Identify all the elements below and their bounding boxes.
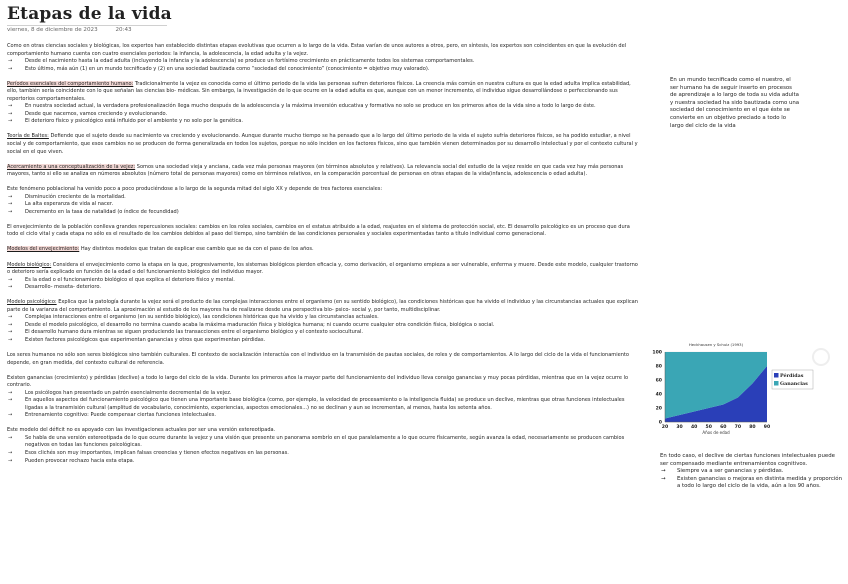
x-tick-label: 80: [749, 425, 756, 430]
arrow-icon: →: [8, 397, 13, 404]
chart-svg: [645, 340, 825, 436]
arrow-icon: →: [8, 457, 13, 464]
bullet-item: → Disminución creciente de la mortalidad.: [8, 193, 126, 200]
chart-title: Heckhausen y Schulz (1993): [688, 342, 744, 347]
page-title: Etapas de la vida: [7, 4, 172, 24]
arrow-icon: →: [8, 208, 13, 215]
page-date: viernes, 8 de diciembre de 2023: [7, 27, 98, 33]
arrow-icon: →: [661, 475, 666, 482]
arrow-icon: →: [8, 450, 13, 457]
psicologico-heading: Modelo psicológico:: [7, 299, 57, 306]
modelos-heading: Modelos del envejecimiento:: [7, 246, 80, 253]
bullet-item: → En nuestra sociedad actual, la verdadera profesionalización llega mucho después de la adolescencia y la máxima inversión educativa y formativa no solo se produce en los primeros años de la vida sino a todo lo largo de éste.: [8, 103, 596, 110]
y-tick-label: 20: [655, 406, 662, 412]
legend-swatch: [774, 381, 779, 386]
modelos-paragraph: Modelos del envejecimiento: Hay distintos modelos que tratan de explicar ese cambio que se da con el paso de los años.: [7, 246, 314, 253]
y-tick-label: 0: [658, 420, 662, 426]
gains-losses-chart: [645, 340, 825, 436]
arrow-icon: →: [661, 468, 666, 475]
x-tick-label: 70: [734, 425, 742, 430]
bullet-item: → Existen ganancias o mejoras en distinta medida y proporción a todo lo largo del ciclo de la vida, aún a los 90 años.: [661, 475, 843, 490]
y-tick-label: 40: [655, 392, 662, 398]
periodos-paragraph: Períodos esenciales del comportamiento humano: Tradicionalmente la vejez es conocida como el último periodo de la vida las personas sufren deterioros físicos. La creencia más común en nuestra cultura es que la edad adulta implica estabilidad, ello, también sería coincidente con lo que señalan las ciencias bio- médicas. Sin embargo, la investigación de lo que ocurre en la edad adulta es que, aunque con un menor incremento, el individuo sigue desarrollándose o perfeccionando sus repertorios comportamentales.: [7, 80, 631, 102]
bullet-item: → Los psicólogos han presentado un patrón esencialmente decremental de la vejez.: [8, 389, 232, 396]
bullet-item: → Complejas interacciones entre el organismo (en su sentido biológico), las condiciones históricas que ha vivido y las circunstancias actuales.: [8, 314, 379, 321]
seres-paragraph: Los seres humanos no sólo son seres biológicos sino también culturales. El contexto de socialización interactúa con el individuo en la transmisión de pautas sociales, de roles y de comportamientos. A lo largo del ciclo de la vida el funcionamiento depende, en gran medida, del contexto cultural de referencia.: [7, 352, 629, 366]
bullet-item: → Es la edad o el funcionamiento biológico el que explica el deterioro físico y mental.: [8, 276, 235, 283]
x-tick-label: 30: [676, 425, 683, 430]
arrow-icon: →: [8, 201, 13, 208]
biologico-heading: Modelo biológico:: [7, 261, 52, 268]
arrow-icon: →: [8, 65, 13, 72]
arrow-icon: →: [8, 314, 13, 321]
bullet-item: → Pueden provocar rechazo hacia esta etapa.: [8, 457, 135, 464]
bullet-item: → En aquellos aspectos del funcionamiento psicológico que tienen una importante base biológica (como, por ejemplo, la velocidad de procesamiento o la inteligencia fluida) se produce un declive, mientras que otras funciones intelectuales ligadas a la transmisión cultural (amplitud de vocabulario, conocimiento, experiencias, aspectos emocionales...) no se declinan y aun se incrementan, al menos, hasta los setenta años.: [8, 397, 625, 411]
title-underline: [7, 25, 167, 26]
deficit-paragraph: Este modelo del déficit no es apoyado con las investigaciones actuales por ser una versión estereotipada.: [7, 427, 276, 434]
page-time: 20:43: [115, 27, 132, 33]
biologico-paragraph: Modelo biológico: Considera el envejecimiento como la etapa en la que, progresivamente, los sistemas biológicos pierden eficacia y, como derivación, el organismo empieza a ser vulnerable, enferma y muere. Desde este modelo, cualquier trastorno o deterioro sería explicado en función de la edad o del funcionamiento biológico del individuo mayor.: [7, 261, 638, 276]
bullet-item: → El desarrollo humano dura mientras se siguen produciendo las transacciones entre el organismo biológico y el contexto sociocultural.: [8, 329, 363, 336]
arrow-icon: →: [8, 434, 13, 441]
bullet-item: → Siempre va a ser ganancias y pérdidas.: [661, 468, 784, 475]
x-tick-label: 20: [661, 425, 669, 430]
side-note-entrenamiento[interactable]: [660, 453, 842, 491]
y-tick-label: 100: [652, 350, 662, 356]
bullet-item: → Existen factores psicológicos que experimentan ganancias y otros que experimentan pérdidas.: [8, 336, 266, 343]
x-tick-label: 60: [720, 425, 727, 430]
arrow-icon: →: [8, 58, 13, 65]
bullet-item: → Se habla de una versión estereotipada de lo que ocurre durante la vejez y una visión que presente un panorama sombrío en el que paralelamente a lo que ocurre físicamente, según avanza la edad, necesariamente se producen cambios negativos en todas las funciones psicológicas.: [8, 434, 625, 449]
bullet-item: → Desde el nacimiento hasta la edad adulta (incluyendo la infancia y la adolescencia) se produce un fortísimo crecimiento en prácticamente todos los sistemas comportamentales.: [8, 58, 475, 65]
y-tick-label: 80: [655, 364, 662, 370]
fenomeno-paragraph: Este fenómeno poblacional ha venido poco a poco produciéndose a lo largo de la segunda mitad del siglo XX y depende de tres factores esenciales:: [7, 186, 383, 193]
psicologico-paragraph: Modelo psicológico: Explica que la patología durante la vejez será el producto de las complejas interacciones entre el organismo (en su sentido biológico), las condiciones históricas que ha vivido el individuo y las circunstancias actuales que explican parte de la varianza del comportamiento. La aproximación al estudio de los mayores ha de realizarse desde una perspectiva bio- psico- social y, por tanto, multidisciplinar.: [7, 299, 638, 313]
bullet-item: → Decremento en la tasa de natalidad (o índice de fecundidad): [8, 208, 179, 215]
acercamiento-paragraph: Acercamiento a una conceptualización de la vejez: Somos una sociedad vieja y anciana, cada vez más personas mayores (en términos absolutos y relativos). La relevancia social del estudio de la vejez reside en que cada vez hay más personas mayores, tanto si ello se analiza en números absolutos (número total de personas mayores) como en términos relativos, en la comparación porcentual de personas en otras etapas de la vida(infancia, adolescencia o edad adulta).: [7, 163, 624, 178]
page-meta: [7, 27, 148, 33]
legend-label: Pérdidas: [780, 373, 804, 379]
x-tick-label: 50: [705, 425, 712, 430]
x-tick-label: 90: [763, 425, 771, 430]
x-tick-label: 40: [690, 425, 698, 430]
envejecimiento-paragraph: El envejecimiento de la población conlleva grandes repercusiones sociales: cambios en los roles sociales, cambios en el estatus atribuido a la edad, reajustes en el sistema de protección social, etc. El desarrollo psicológico es un proceso que dura todo el ciclo vital y cada etapa no sólo es el resultado de los cambios debidos al paso del tiempo, sino también de las condiciones personales y sociales experimentadas tanto a título individual como generacional.: [7, 223, 630, 238]
legend-swatch: [774, 373, 779, 378]
bullet-item: → La alta esperanza de vida al nacer.: [8, 201, 114, 208]
ganancias-paragraph: Existen ganancias (crecimiento) y pérdidas (declive) a todo lo largo del ciclo de la vida. Durante los primeros años la mayor parte del funcionamiento del individuo lleva consigo ganancias y muy pocas pérdidas, mientras que en la vejez ocurre lo contrario.: [7, 374, 629, 389]
legend-label: Ganancias: [780, 381, 808, 387]
arrow-icon: →: [8, 336, 13, 343]
bullet-item: → Desde que nacemos, vamos creciendo y evolucionando.: [8, 110, 168, 117]
side-note-conocimiento[interactable]: En un mundo tecnificado como el nuestro, el ser humano ha de seguir inserto en procesos de aprendizaje a lo largo de toda su vida adulta y nuestra sociedad ha sido bautizada como una sociedad del conocimiento en el que éste se convierte en un objetivo preciado a todo lo largo del ciclo de la vida: [670, 77, 800, 129]
arrow-icon: →: [8, 110, 13, 117]
arrow-icon: →: [8, 321, 13, 328]
bullet-item: → Desarrollo- meseta- deterioro.: [8, 284, 101, 291]
arrow-icon: →: [8, 329, 13, 336]
bullet-item: → Esos clichés son muy importantes, implican falsas creencias y tienen efectos negativos en las personas.: [8, 450, 289, 457]
arrow-icon: →: [8, 389, 13, 396]
arrow-icon: →: [8, 412, 13, 419]
arrow-icon: →: [8, 276, 13, 283]
main-notes[interactable]: [7, 43, 639, 465]
baltes-paragraph: Teoría de Baltes: Defiende que el sujeto desde su nacimiento va creciendo y evolucionando. Aunque durante mucho tiempo se ha pensado que a lo largo del último periodo de la vida el sujeto sufría deterioros físicos, se ha podido estudiar, a nivel social y de comportamiento, que esos cambios no se producen de forma generalizada en todos los sujetos, porque no sólo inciden en los factores físicos, sino que también vienen determinados por su desarrollo intelectual y por el contexto cultural y social en el que viven.: [7, 133, 638, 155]
arrow-icon: →: [8, 284, 13, 291]
bullet-item: → Esto último, más aún (1) en un mundo tecnificado y (2) en una sociedad bautizada como “sociedad del conocimiento” (conocimiento = objetivo muy valorado).: [8, 65, 430, 72]
bullet-item: → El deterioro físico y psicológico está influido por el ambiente y no solo por la genética.: [8, 118, 243, 125]
side-note-text: En todo caso, el declive de ciertas funciones intelectuales puede ser compensado mediante entrenamientos cognitivos.: [660, 453, 835, 467]
x-axis-label: Años de edad: [702, 430, 730, 435]
arrow-icon: →: [8, 193, 13, 200]
arrow-icon: →: [8, 118, 13, 125]
bullet-item: → Desde el modelo psicológico, el desarrollo no termina cuando acaba la máxima maduración física y biológica humana; ni cuando ocurre cualquier otra condición física, biológica o social.: [8, 321, 495, 328]
bullet-item: → Entrenamiento cognitivo: Puede compensar ciertas funciones intelectuales.: [8, 412, 216, 419]
y-tick-label: 60: [655, 378, 662, 384]
periodos-heading: Períodos esenciales del comportamiento humano:: [7, 80, 134, 87]
arrow-icon: →: [8, 103, 13, 110]
baltes-heading: Teoría de Baltes:: [7, 133, 49, 140]
intro-paragraph: Como en otras ciencias sociales y biológicas, los expertos han establecido distintas etapas evolutivas que ocurren a lo largo de la vida. Estas varían de unos autores a otros, pero, en síntesis, los expertos son coincidentes en que la evolución del comportamiento humano cuenta con cuatro esenciales periodos: la infancia, la adolescencia, la edad adulta y la vejez.: [7, 43, 627, 57]
acercamiento-heading: Acercamiento a una conceptualización de la vejez:: [7, 163, 136, 170]
